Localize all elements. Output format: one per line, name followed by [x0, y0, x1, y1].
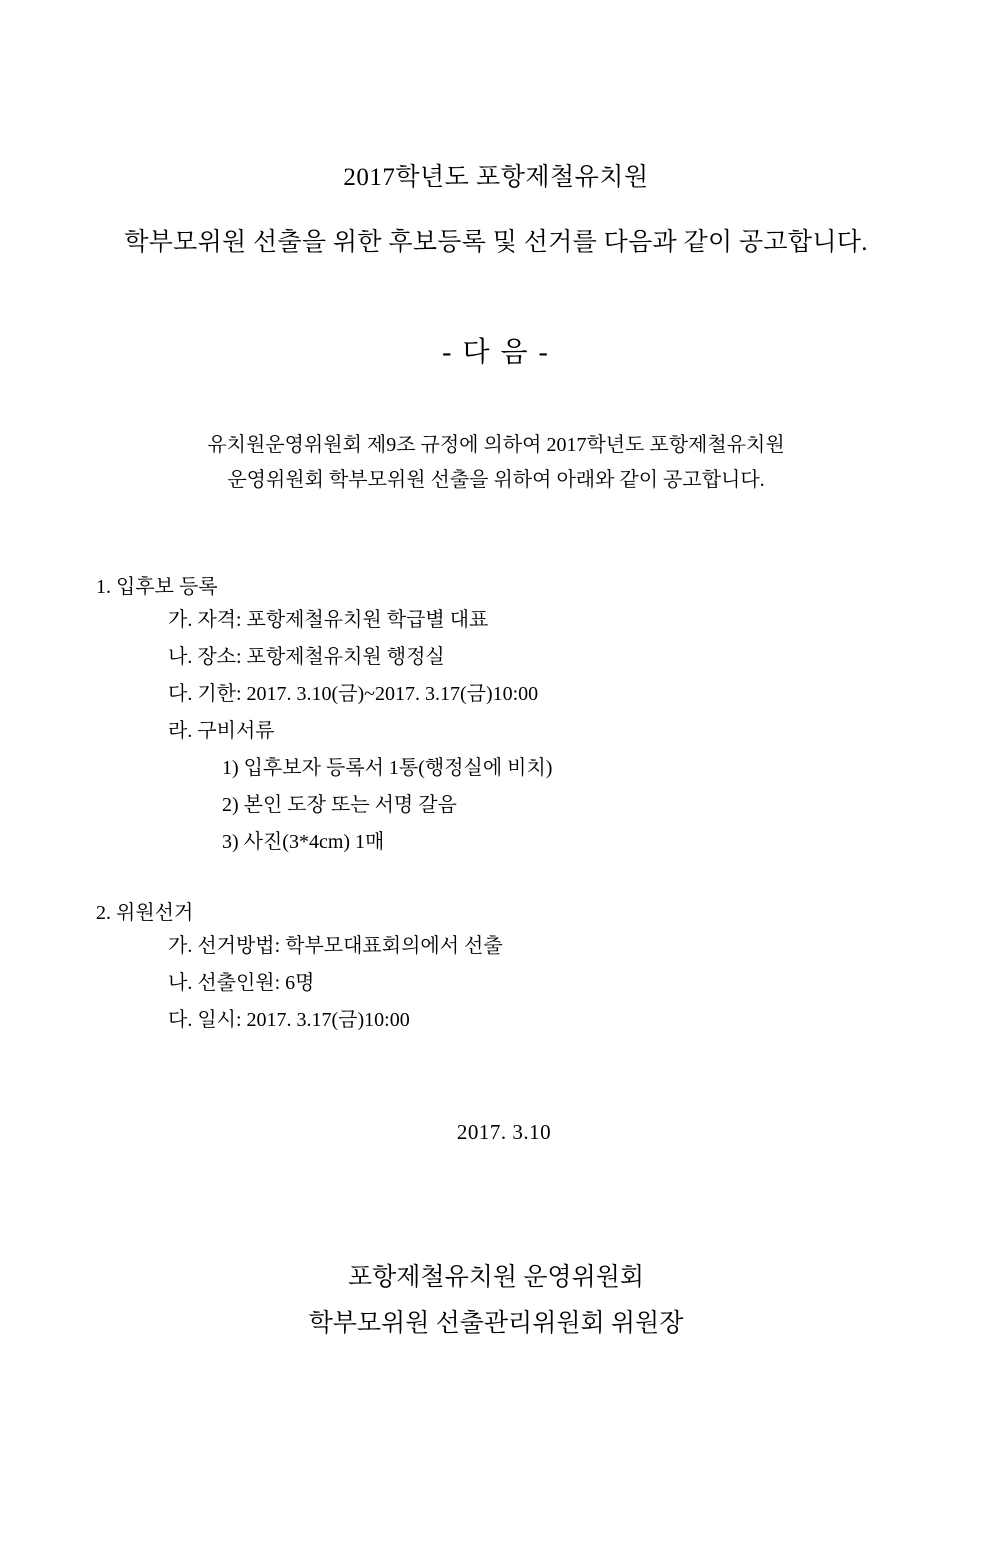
intro-line-2: 운영위원회 학부모위원 선출을 위하여 아래와 같이 공고합니다.: [227, 469, 765, 491]
document-date: 2017. 3.10: [456, 1120, 552, 1144]
list-item: 1) 입후보자 등록서 1통(행정실에 비치): [222, 757, 553, 779]
list-item: 나. 장소: 포항제철유치원 행정실: [168, 646, 445, 668]
list-item: 가. 선거방법: 학부모대표회의에서 선출: [168, 935, 503, 957]
body-content: [0, 570, 992, 1036]
document-title-block: [0, 160, 992, 260]
list-item: 3) 사진(3*4cm) 1매: [222, 831, 385, 853]
section-1-heading: 1. 입후보 등록: [96, 576, 218, 598]
page-title: 2017학년도 포항제철유치원: [343, 164, 649, 191]
list-item: 라. 구비서류: [168, 720, 275, 742]
list-item: 2) 본인 도장 또는 서명 갈음: [222, 794, 457, 816]
section-2-heading: 2. 위원선거: [96, 902, 194, 924]
list-item: 다. 일시: 2017. 3.17(금)10:00: [168, 1009, 410, 1031]
section-1: [96, 570, 992, 858]
list-item: 가. 자격: 포항제철유치원 학급별 대표: [168, 609, 489, 631]
intro-paragraph: [0, 428, 992, 498]
section-divider-heading: - 다 음 -: [442, 337, 550, 368]
page-subtitle: 학부모위원 선출을 위한 후보등록 및 선거를 다음과 같이 공고합니다.: [124, 229, 868, 256]
document-page: [0, 160, 992, 1563]
section-2: [96, 896, 992, 1036]
signature-organization: 포항제철유치원 운영위원회: [347, 1264, 645, 1291]
list-item: 나. 선출인원: 6명: [168, 972, 315, 994]
list-item: 다. 기한: 2017. 3.10(금)~2017. 3.17(금)10:00: [168, 683, 539, 705]
signature-block: [0, 1255, 992, 1348]
intro-line-1: 유치원운영위원회 제9조 규정에 의하여 2017학년도 포항제철유치원: [207, 434, 785, 456]
signature-role: 학부모위원 선출관리위원회 위원장: [308, 1310, 684, 1338]
